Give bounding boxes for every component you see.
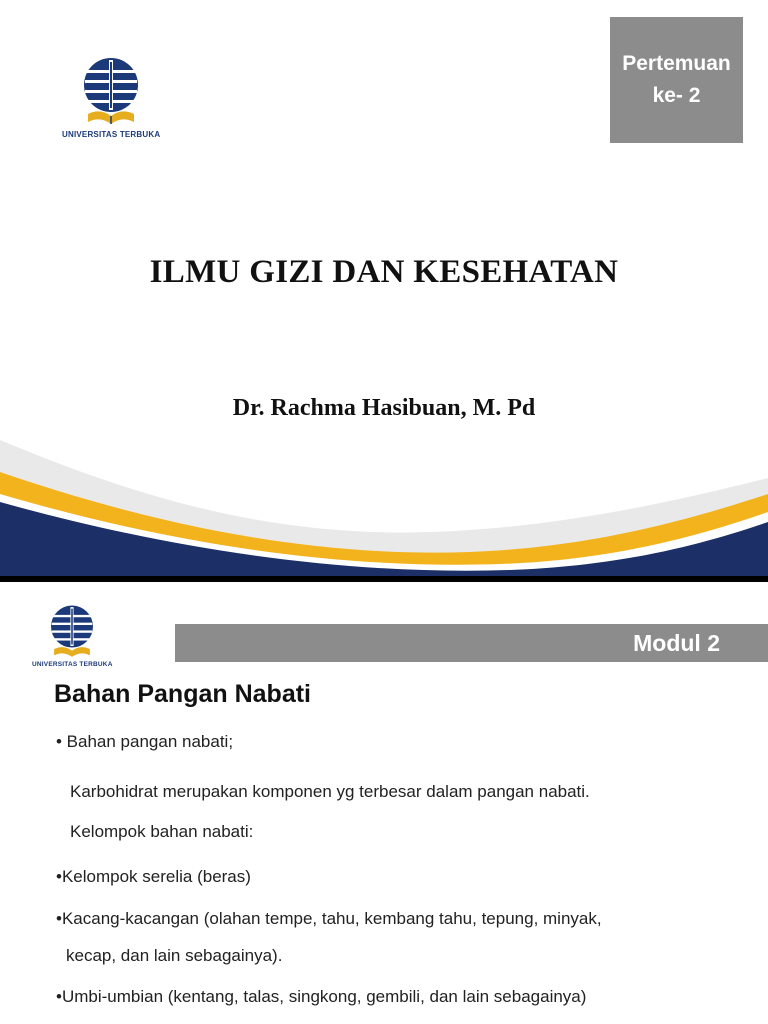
meeting-badge <box>610 17 743 143</box>
body-line: Karbohidrat merupakan komponen yg terbesar dalam pangan nabati. <box>70 782 590 801</box>
course-title: ILMU GIZI DAN KESEHATAN <box>149 254 619 290</box>
body-line: Kelompok bahan nabati: <box>70 822 254 841</box>
content-slide <box>0 582 768 1024</box>
badge-line-1: Pertemuan <box>622 52 731 75</box>
body-line: •Kelompok serelia (beras) <box>56 867 251 886</box>
body-line: •Kacang-kacangan (olahan tempe, tahu, kembang tahu, tepung, minyak, <box>56 909 602 928</box>
author-name: Dr. Rachma Hasibuan, M. Pd <box>232 395 536 421</box>
logo-caption: UNIVERSITAS TERBUKA <box>32 661 113 668</box>
body-line: kecap, dan lain sebagainya). <box>66 946 283 965</box>
module-label: Modul 2 <box>633 630 720 656</box>
university-emblem-icon <box>49 604 95 660</box>
body-line: •Umbi-umbian (kentang, talas, singkong, gembili, dan lain sebagainya) <box>56 987 587 1006</box>
university-emblem-icon <box>82 56 140 128</box>
slide-title: Bahan Pangan Nabati <box>54 680 311 708</box>
badge-line-2: ke- 2 <box>652 84 701 107</box>
university-logo <box>32 604 113 668</box>
body-line: • Bahan pangan nabati; <box>56 732 234 751</box>
decorative-wave <box>0 420 768 576</box>
module-bar <box>175 624 768 662</box>
logo-caption: UNIVERSITAS TERBUKA <box>62 130 161 139</box>
university-logo <box>62 56 160 139</box>
